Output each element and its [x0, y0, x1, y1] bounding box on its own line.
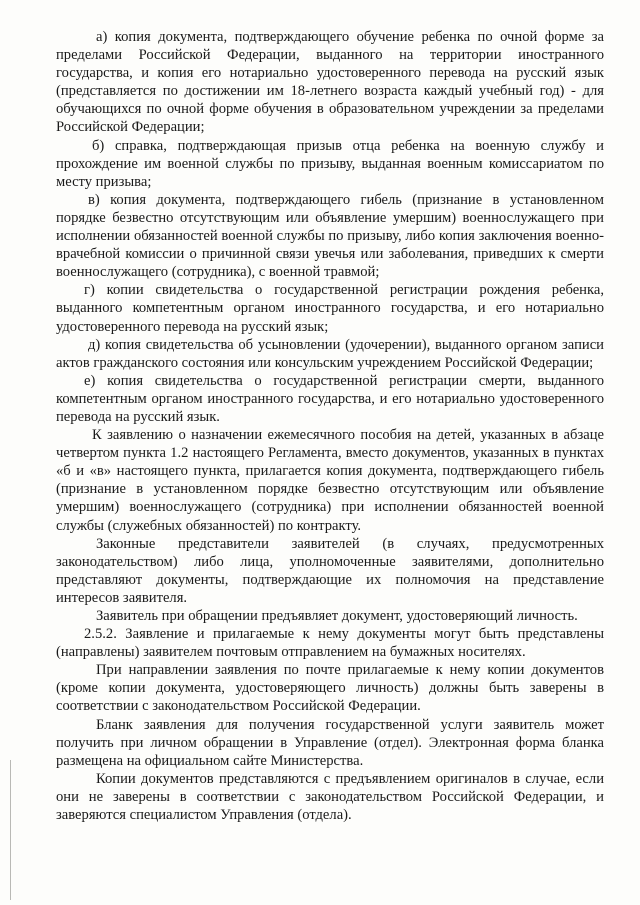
paragraph-e: е) копия свидетельства о государственной регистрации смерти, выданного компетентным органом иностранного государства, и его нотариально удостоверенного перевода на русский язык.: [56, 372, 604, 425]
paragraph-d: д) копия свидетельства об усыновлении (удочерении), выданного органом записи актов гражданского состояния или консульским учреждением Российской Федерации;: [56, 336, 604, 371]
paragraph-identity-document: Заявитель при обращении предъявляет документ, удостоверяющий личность.: [96, 608, 578, 624]
paragraph-copies-certification: Копии документов представляются с предъявлением оригиналов в случае, если они не заверены в соответствии с законодательством Российской Федерации, и заверяются специалистом Управления (отдела).: [56, 770, 604, 824]
paragraph-a: а) копия документа, подтверждающего обучение ребенка по очной форме за пределами Российской Федерации, выданного на территории иностранного государства, и копия его нотариально удостоверенного перевода на русский язык (представляется по достижении им 18-летнего возраста каждый учебный год) - для обучающихся по очной форме обучения в образовательном учреждении за пределами Российской Федерации;: [56, 29, 604, 136]
paragraph-mail-submission: При направлении заявления по почте прилагаемые к нему копии документов (кроме копии документа, удостоверяющего личность) должны быть заверены в соответствии с законодательством Российской Федерации.: [56, 662, 604, 715]
paragraph-application-form: Бланк заявления для получения государственной услуги заявитель может получить при личном обращении в Управление (отдел). Электронная форма бланка размещена на официальном сайте Министерства.: [56, 716, 604, 769]
paragraph-monthly-allowance: К заявлению о назначении ежемесячного пособия на детей, указанных в абзаце четвертом пункта 1.2 настоящего Регламента, вместо документов, указанных в пунктах «б и «в» настоящего пункта, прилагается копия документа, подтверждающего гибель (признание в установленном порядке безвестно отсутствующим или объявление умершим) военнослужащего (сотрудника) при исполнении обязанностей военной службы (служебных обязанностей) по контракту.: [56, 427, 604, 534]
paragraph-2-5-2: 2.5.2. Заявление и прилагаемые к нему документы могут быть представлены (направлены) заявителем почтовым отправлением на бумажных носителях.: [56, 626, 604, 661]
document-page: [56, 28, 604, 824]
scan-edge-mark: [10, 760, 11, 900]
paragraph-b: б) справка, подтверждающая призыв отца ребенка на военную службу и прохождение им военной службы по призыву, выданная военным комиссариатом по месту призыва;: [56, 137, 604, 190]
paragraph-g: г) копии свидетельства о государственной регистрации рождения ребенка, выданного компетентным органом иностранного государства, и его нотариально удостоверенного перевода на русский язык;: [56, 282, 604, 335]
paragraph-v: в) копия документа, подтверждающего гибель (признание в установленном порядке безвестно отсутствующим или объявление умершим) военнослужащего при исполнении обязанностей военной службы по призыву, либо копия заключения военно-врачебной комиссии о причинной связи увечья или заболевания, приведших к смерти военнослужащего (сотрудника), с военной травмой;: [56, 191, 604, 281]
paragraph-legal-representatives: Законные представители заявителей (в случаях, предусмотренных законодательством) либо лица, уполномоченные заявителями, дополнительно представляют документы, подтверждающие их полномочия на представление интересов заявителя.: [56, 535, 604, 606]
